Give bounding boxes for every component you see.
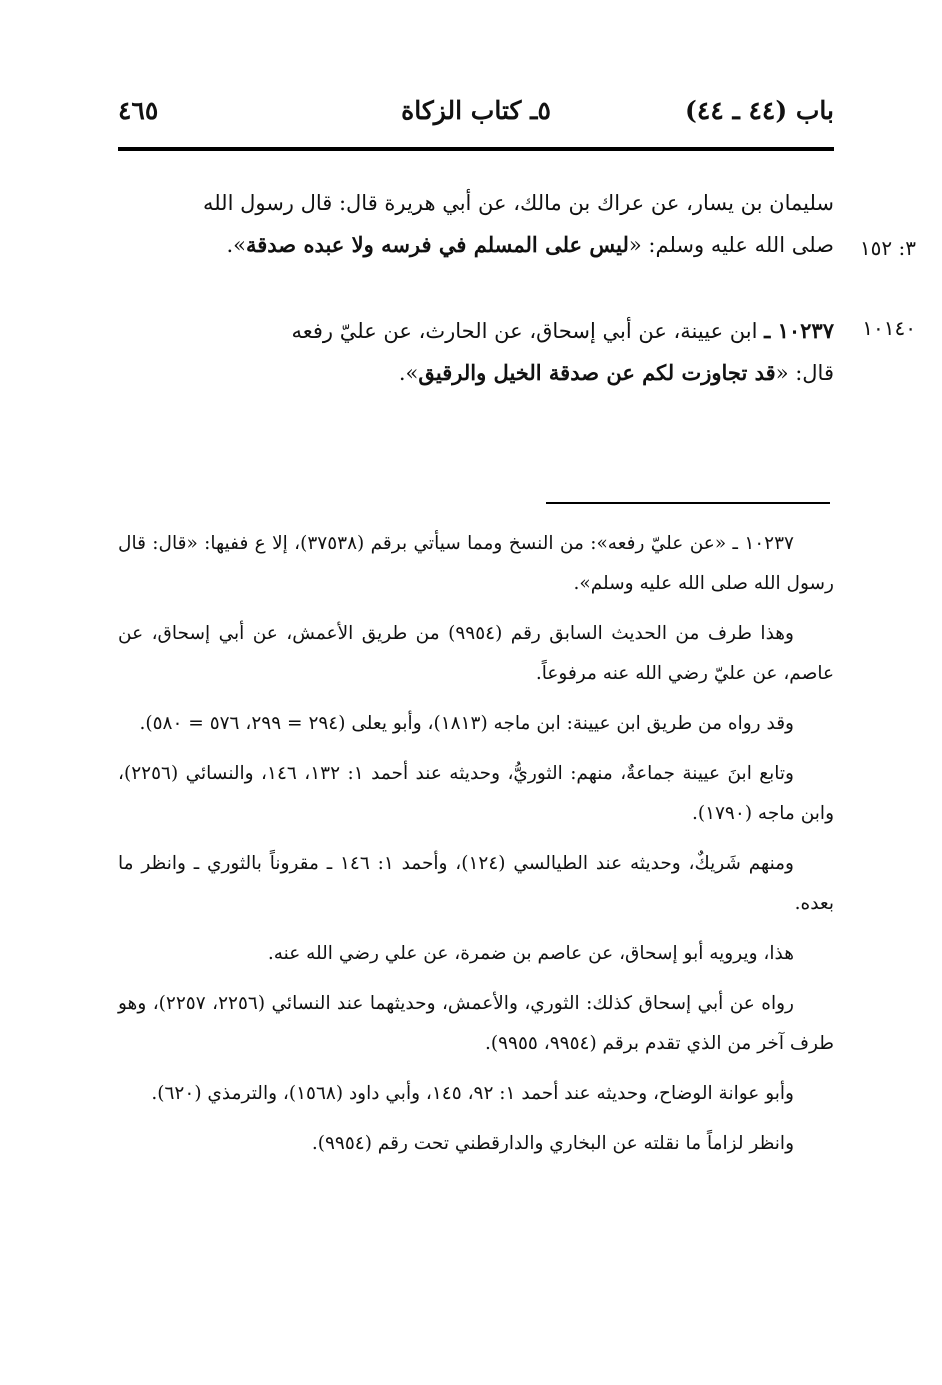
- hadith-matn: قد تجاوزت لكم عن صدقة الخيل والرقيق: [418, 360, 776, 385]
- note-paragraph: ومنهم شَريكٌ، وحديثه عند الطيالسي (١٢٤)، وأحمد ١: ١٤٦ ـ مقروناً بالثوري ـ وانظر ما بعده.: [118, 853, 834, 914]
- note-paragraph: وتابع ابنَ عيينة جماعةٌ، منهم: الثوريُّ، وحديثه عند أحمد ١: ١٣٢، ١٤٦، والنسائي (٢٢٥٦)، وابن ماجه (١٧٩٠).: [118, 763, 834, 824]
- body-text: ابن عيينة، عن أبي إسحاق، عن الحارث، عن عليّ رفعه: [291, 319, 765, 343]
- margin-reference: ٣: ١٥٢: [859, 236, 916, 260]
- note-paragraph: وأبو عوانة الوضاح، وحديثه عند أحمد ١: ٩٢، ١٤٥، وأبي داود (١٥٦٨)، والترمذي (٦٢٠).: [151, 1083, 794, 1104]
- page-number: ٤٦٥: [118, 96, 159, 125]
- page-header: [118, 96, 834, 136]
- note-paragraph: هذا، ويرويه أبو إسحاق، عن عاصم بن ضمرة، عن علي رضي الله عنه.: [267, 943, 794, 964]
- note-paragraph: وقد رواه من طريق ابن عيينة: ابن ماجه (١٨١٣)، وأبو يعلى (٢٩٤ = ٢٩٩، ٥٧٦ = ٥٨٠).: [139, 713, 794, 734]
- body-text: صلى الله عليه وسلم: «: [628, 233, 834, 257]
- body-line: [118, 224, 834, 266]
- body-line: سليمان بن يسار، عن عراك بن مالك، عن أبي هريرة قال: قال رسول الله: [202, 191, 834, 215]
- hadith-continuation: [118, 182, 834, 266]
- hadith-number: ١٠٢٣٧ ـ: [764, 318, 834, 343]
- note-paragraph: رواه عن أبي إسحاق كذلك: الثوري، والأعمش، وحديثهما عند النسائي (٢٢٥٦، ٢٢٥٧)، وهو طرف آخر من الذي تقدم برقم (٩٩٥٤، ٩٩٥٥).: [118, 993, 834, 1054]
- body-text: ».: [398, 361, 419, 385]
- margin-reference: ١٠١٤٠: [862, 316, 916, 340]
- book-title: ٥ـ كتاب الزكاة: [401, 96, 551, 125]
- hadith-matn: ليس على المسلم في فرسه ولا عبده صدقة: [245, 232, 629, 257]
- body-text: قال: «: [775, 361, 834, 385]
- hadith-10237: [118, 310, 834, 394]
- header-rule: [118, 147, 834, 151]
- note-paragraph: ١٠٢٣٧ ـ «عن عليّ رفعه»: من النسخ ومما سيأتي برقم (٣٧٥٣٨)، إلا ع ففيها: «قال: قال رسول الله صلى الله عليه وسلم».: [118, 533, 834, 594]
- commentary-notes: [118, 524, 834, 1174]
- body-line: [118, 310, 834, 352]
- note-paragraph: وانظر لزاماً ما نقلته عن البخاري والدارقطني تحت رقم (٩٩٥٤).: [311, 1133, 794, 1154]
- body-text: ».: [226, 233, 246, 257]
- note-paragraph: وهذا طرف من الحديث السابق رقم (٩٩٥٤) من طريق الأعمش، عن أبي إسحاق، عن عاصم، عن عليّ رضي الله عنه مرفوعاً.: [118, 623, 834, 684]
- footnote-rule: [546, 502, 830, 504]
- body-line: [118, 352, 834, 394]
- chapter-title: باب (٤٤ ـ ٤٤): [685, 96, 834, 125]
